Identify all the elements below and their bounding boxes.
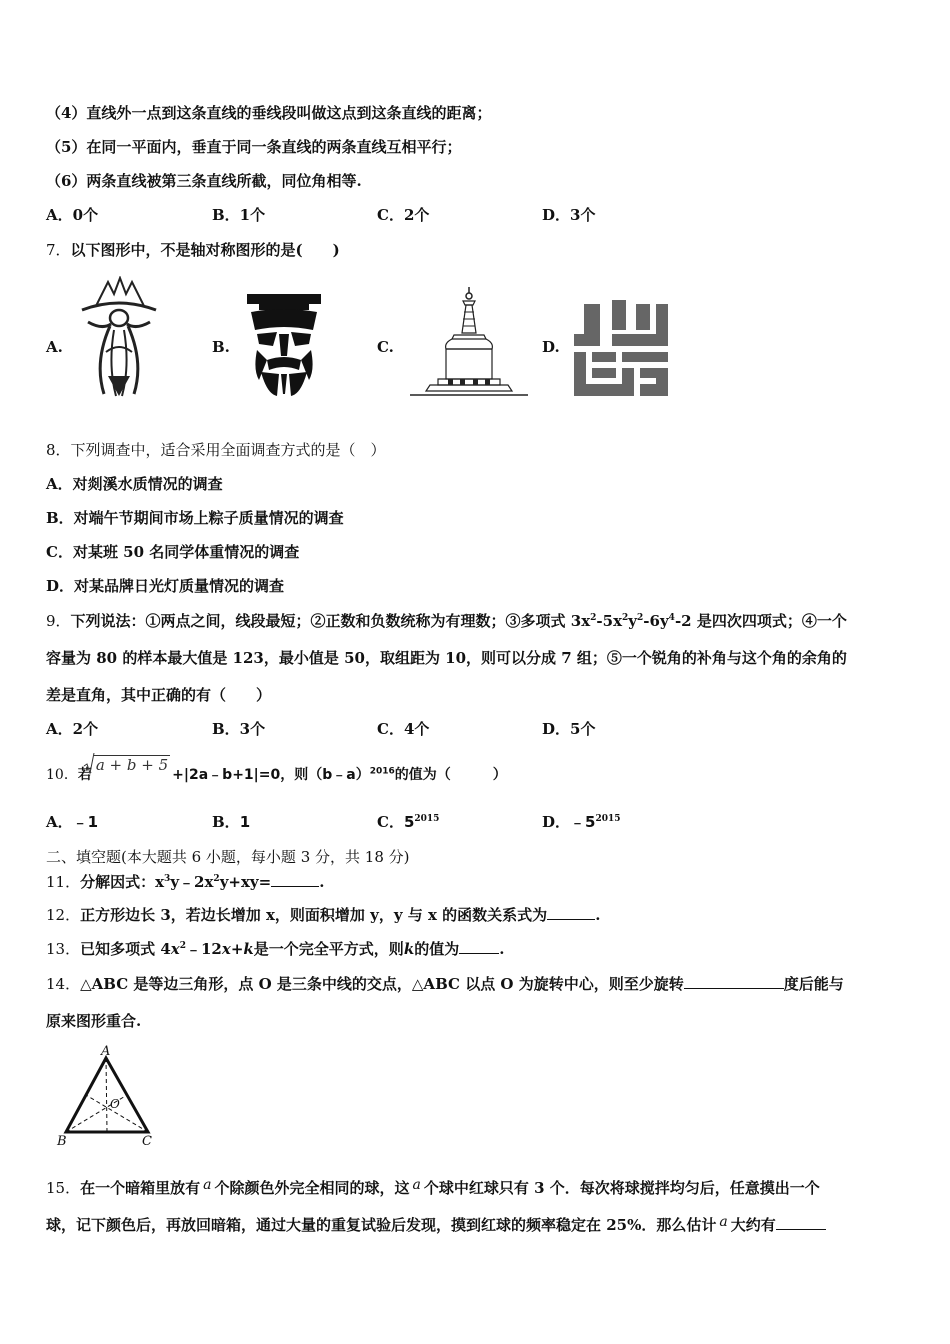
- vertex-label-b: B: [57, 1134, 67, 1149]
- vertex-label-c: C: [142, 1134, 152, 1149]
- q12-stem: 12．正方形边长 3，若边长增加 x，则面积增加 y，y 与 x 的函数关系式为 .: [46, 906, 601, 924]
- q10-option-d[interactable]: D．$﹣5^{2015}$: [542, 813, 621, 831]
- pagoda-icon: [408, 285, 530, 399]
- q9-option-d[interactable]: D．5个: [542, 720, 596, 738]
- opera-mask-icon: [243, 290, 325, 398]
- q11-stem: 11．分解因式：$x^3y﹣2x^2y+xy=$ .: [46, 873, 325, 891]
- q13-number: 13．: [46, 940, 81, 958]
- q9-line-2: 容量为 80 的样本最大值是 123，最小值是 50，取组距为 10，则可以分成 7 组；⑤一个锐角的补角与这个角的余角的: [46, 649, 847, 667]
- q7-stem: [46, 240, 340, 260]
- q8-option-d[interactable]: D．对某品牌日光灯质量情况的调查: [46, 577, 285, 595]
- q8-text: 下列调查中，适合采用全面调查方式的是（ ）: [70, 441, 386, 459]
- q6-option-c[interactable]: C．2个: [377, 206, 430, 224]
- q8-number: 8．: [46, 441, 71, 459]
- variable-a: a: [719, 1214, 728, 1230]
- q13-answer-blank[interactable]: [459, 939, 499, 954]
- q10-option-a[interactable]: A．﹣1: [46, 813, 99, 831]
- seal-pattern-icon: [574, 300, 670, 396]
- q8-stem: [46, 440, 386, 460]
- q10-number: 10．: [46, 767, 78, 783]
- q8-option-c[interactable]: C．对某班 50 名同学体重情况的调查: [46, 543, 300, 561]
- q10-option-c[interactable]: C．$5^{2015}$: [377, 813, 440, 831]
- q9-line-3: 差是直角，其中正确的有（ ）: [46, 686, 272, 704]
- statement-5: （5）在同一平面内，垂直于同一条直线的两条直线互相平行；: [46, 138, 462, 156]
- q15-line-1: 15．在一个暗箱里放有 a 个除颜色外完全相同的球，这 a 个球中红球只有 3 个．每次将球搅拌均匀后，任意摸出一个: [46, 1177, 820, 1197]
- statement-4: （4）直线外一点到这条直线的垂线段叫做这点到这条直线的距离；: [46, 104, 492, 122]
- vertex-label-a: A: [101, 1044, 111, 1059]
- q10-option-b[interactable]: B．1: [212, 813, 251, 831]
- bird-figure-icon: [78, 276, 160, 400]
- q14-number: 14．: [46, 975, 81, 993]
- q11-number: 11．: [46, 873, 81, 891]
- radicand: a + b + 5: [95, 756, 169, 774]
- q7-label-b[interactable]: B.: [212, 338, 230, 356]
- q15-line-2: 球，记下颜色后，再放回暗箱，通过大量的重复试验后发现，摸到红球的频率稳定在 25%．那么估计 a 大约有: [46, 1215, 826, 1236]
- q6-option-a[interactable]: A．0个: [46, 206, 99, 224]
- q11-answer-blank[interactable]: [271, 872, 319, 887]
- q10-stem: 10．若 a + b + 5+|2a﹣b+1|=0，则（b﹣a）$^{2016}$的值为（ ）: [46, 764, 507, 785]
- q8-option-b[interactable]: B．对端午节期间市场上粽子质量情况的调查: [46, 509, 344, 527]
- q6-option-b[interactable]: B．1个: [212, 206, 266, 224]
- q7-label-a[interactable]: A.: [46, 338, 63, 356]
- section-2-heading: 二、填空题(本大题共 6 小题，每小题 3 分，共 18 分): [46, 848, 410, 866]
- q13-stem: 13．已知多项式 $4x^2﹣12x+k$是一个完全平方式，则k的值为 .: [46, 940, 505, 958]
- q7-label-d[interactable]: D.: [542, 338, 560, 356]
- q9-option-c[interactable]: C．4个: [377, 720, 430, 738]
- q9-number: 9．: [46, 612, 71, 630]
- q14-answer-blank[interactable]: [684, 974, 784, 989]
- q7-label-c[interactable]: C.: [377, 338, 394, 356]
- q7-number: 7．: [46, 241, 71, 259]
- q9-option-a[interactable]: A．2个: [46, 720, 99, 738]
- q15-answer-blank[interactable]: [776, 1215, 826, 1230]
- radical-sign-icon: [83, 753, 95, 775]
- q14-line-2: 原来图形重合.: [46, 1012, 142, 1030]
- q7-text: 以下图形中，不是轴对称图形的是( ): [70, 241, 340, 259]
- variable-a: a: [203, 1177, 212, 1193]
- variable-a: a: [412, 1177, 421, 1193]
- q9-line-1: 9．下列说法：①两点之间，线段最短；②正数和负数统称为有理数；③多项式 $3x^2-5x^2y^2-6y^4-2$ 是四次四项式；④一个: [46, 612, 847, 630]
- statement-6: （6）两条直线被第三条直线所截，同位角相等.: [46, 172, 362, 190]
- q12-number: 12．: [46, 906, 81, 924]
- q6-option-d[interactable]: D．3个: [542, 206, 596, 224]
- q8-option-a[interactable]: A．对剡溪水质情况的调查: [46, 475, 223, 493]
- q15-number: 15．: [46, 1179, 81, 1197]
- center-label-o: O: [110, 1097, 120, 1111]
- q14-line-1: 14．△ABC 是等边三角形，点 O 是三条中线的交点，△ABC 以点 O 为旋转中心，则至少旋转 度后能与: [46, 975, 844, 993]
- q12-answer-blank[interactable]: [547, 905, 595, 920]
- sqrt-expression: [94, 755, 170, 775]
- q9-option-b[interactable]: B．3个: [212, 720, 266, 738]
- triangle-abc-figure: [54, 1044, 164, 1150]
